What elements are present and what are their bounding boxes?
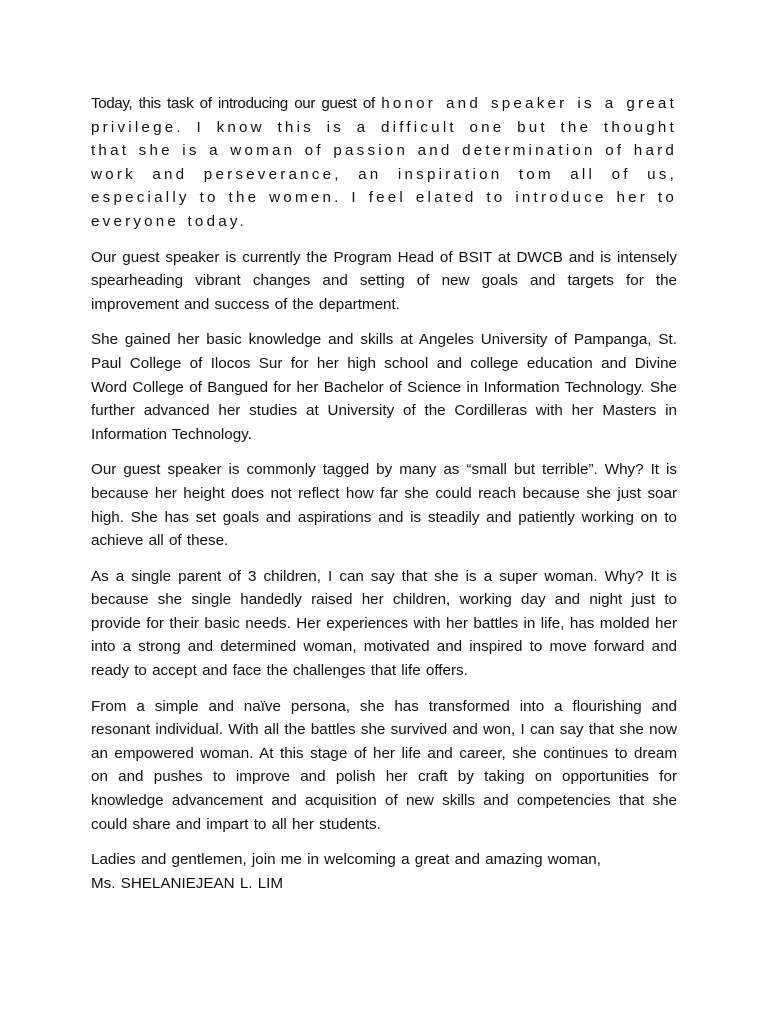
closing-paragraph [91, 848, 677, 895]
paragraph-education: She gained her basic knowledge and skills at Angeles University of Pampanga, St. Paul College of Ilocos Sur for her high school and college education and Divine Word College of Bangued for her Bachelor of Science in Information Technology. She further advanced her studies at University of the Cordilleras with her Masters in Information Technology. [91, 331, 677, 443]
paragraph-single-parent: As a single parent of 3 children, I can say that she is a super woman. Why? It is because she single handedly raised her children, working day and night just to provide for their basic needs. Her experiences with her battles in life, has molded her into a strong and determined woman, motivated and inspired to move forward and ready to accept and face the challenges that life offers. [91, 567, 677, 680]
intro-paragraph [91, 92, 677, 234]
paragraph-current-role: Our guest speaker is currently the Program Head of BSIT at DWCB and is intensely spearheading vibrant changes and setting of new goals and targets for the improvement and success of the department. [91, 248, 677, 313]
speaker-name: Ms. SHELANIEJEAN L. LIM [91, 874, 284, 892]
document-page [91, 92, 677, 895]
paragraph-transformation: From a simple and naïve persona, she has transformed into a flourishing and resonant individual. With all the battles she survived and won, I can say that she now an empowered woman. At this stage of her life and career, she continues to dream on and pushes to improve and polish her craft by taking on opportunities for knowledge advancement and acquisition of new skills and competencies that she could share and impart to all her students. [91, 697, 677, 833]
paragraph-small-but-terrible: Our guest speaker is commonly tagged by many as “small but terrible”. Why? It is because her height does not reflect how far she could reach because she just soar high. She has set goals and aspirations and is steadily and patiently working on to achieve all of these. [91, 461, 677, 550]
intro-lead-text: Today, this task of introducing our guest of [91, 95, 382, 112]
intro-body-text: honor and speaker is a great privilege. I know this is a difficult one but the thought that she is a woman of passion and determination of hard work and perseverance, an inspiration tom all of us, especially to the women. I feel elated to introduce her to everyone today. [91, 95, 677, 230]
closing-invitation: Ladies and gentlemen, join me in welcoming a great and amazing woman, [91, 851, 601, 869]
